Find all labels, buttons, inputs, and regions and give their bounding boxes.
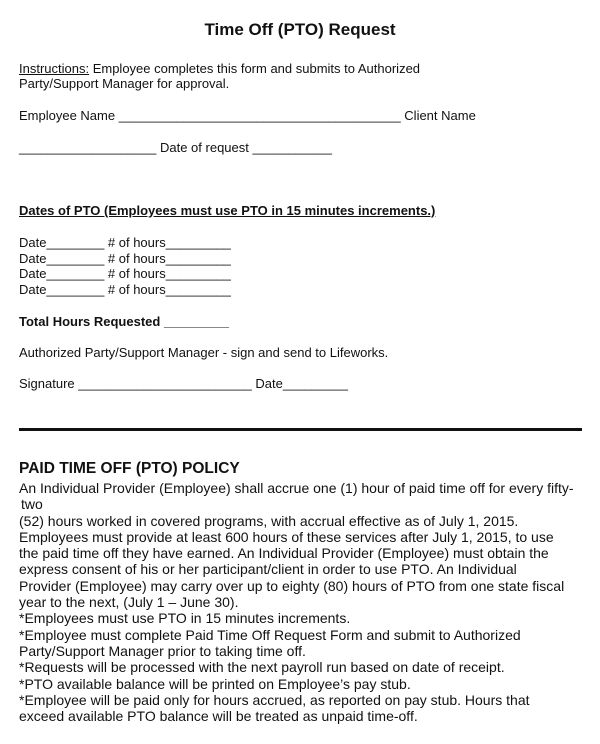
policy-body (19, 480, 584, 724)
policy-heading: PAID TIME OFF (PTO) POLICY (19, 460, 240, 477)
form-title: Time Off (PTO) Request (204, 20, 396, 39)
pto-date-row[interactable]: Date________ # of hours_________ (19, 266, 231, 281)
pto-date-row[interactable]: Date________ # of hours_________ (19, 251, 231, 266)
pto-date-row[interactable]: Date________ # of hours_________ (19, 282, 231, 297)
instructions-line-1 (19, 61, 420, 77)
dates-of-pto-heading: Dates of PTO (Employees must use PTO in 15 minutes increments.) (19, 203, 436, 218)
total-hours-label: Total Hours Requested (19, 314, 161, 329)
policy-paragraph-line: year to the next, (July 1 – June 30). (19, 594, 239, 611)
pto-date-row[interactable]: Date________ # of hours_________ (19, 235, 231, 250)
date-of-request-field[interactable]: ___________________ Date of request ___________ (19, 140, 333, 155)
policy-paragraph-line: the paid time off they have earned. An Individual Provider (Employee) must obtain the (19, 545, 549, 562)
total-hours-blank[interactable]: _________ (160, 314, 230, 329)
policy-paragraph-line: express consent of his or her participant/client in order to use PTO. An Individual (19, 561, 517, 578)
policy-paragraph-line: Employees must provide at least 600 hours of these services after July 1, 2015, to use (19, 528, 554, 545)
policy-paragraph-line: Provider (Employee) may carry over up to eighty (80) hours of PTO from one state fiscal (19, 577, 565, 594)
policy-bullet-line: *PTO available balance will be printed on Employee’s pay stub. (19, 675, 411, 692)
policy-bullet-line: *Employee must complete Paid Time Off Request Form and submit to Authorized (19, 626, 521, 643)
policy-paragraph-line: two (21, 496, 43, 513)
instructions-text: Employee completes this form and submits to Authorized (89, 61, 421, 76)
section-divider (19, 428, 582, 431)
policy-bullet-line: *Employees must use PTO in 15 minutes increments. (19, 610, 351, 627)
policy-bullet-line: *Employee will be paid only for hours accrued, as reported on pay stub. Hours that (19, 691, 530, 708)
authorized-party-note: Authorized Party/Support Manager - sign and send to Lifeworks. (19, 345, 389, 360)
instructions-line-2: Party/Support Manager for approval. (19, 76, 230, 91)
policy-paragraph-line: An Individual Provider (Employee) shall accrue one (1) hour of paid time off for every fifty- (19, 480, 574, 496)
total-hours-field[interactable] (19, 314, 229, 330)
policy-bullet-line: Party/Support Manager prior to taking time off. (19, 642, 306, 659)
policy-bullet-line: *Requests will be processed with the next payroll run based on date of receipt. (19, 659, 505, 676)
instructions-label: Instructions: (19, 61, 90, 76)
employee-client-name-field[interactable]: Employee Name _______________________________________ Client Name (19, 108, 476, 123)
signature-date-field[interactable]: Signature ________________________ Date_________ (19, 376, 348, 391)
policy-paragraph-line: (52) hours worked in covered programs, with accrual effective as of July 1, 2015. (19, 512, 519, 529)
policy-bullet-line: exceed available PTO balance will be treated as unpaid time-off. (19, 708, 418, 725)
